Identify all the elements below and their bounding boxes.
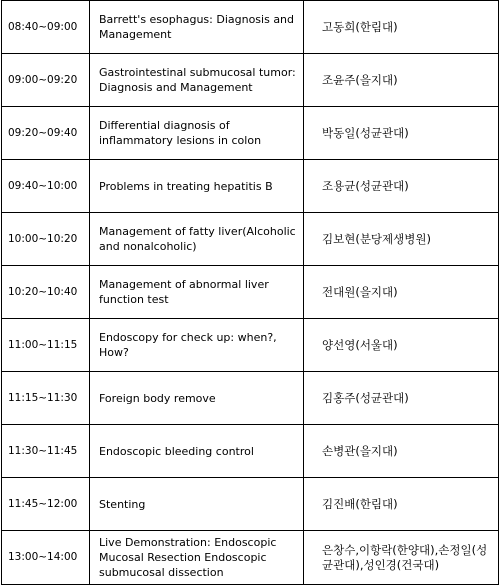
session-speaker: 조용균(성균관대) xyxy=(304,160,499,213)
session-speaker: 은창수,이항락(한양대),손정일(성균관대),성인경(건국대) xyxy=(304,531,499,585)
session-speaker: 김홍주(성균관대) xyxy=(304,372,499,425)
session-time: 09:20~09:40 xyxy=(2,107,90,160)
session-topic: Management of abnormal liver function test xyxy=(90,266,304,319)
session-speaker: 조윤주(을지대) xyxy=(304,54,499,107)
table-row xyxy=(2,54,499,107)
session-time: 08:40~09:00 xyxy=(2,1,90,54)
session-topic: Endoscopic bleeding control xyxy=(90,425,304,478)
session-topic: Foreign body remove xyxy=(90,372,304,425)
table-row xyxy=(2,372,499,425)
session-speaker: 김진배(한림대) xyxy=(304,478,499,531)
session-topic: Barrett's esophagus: Diagnosis and Management xyxy=(90,1,304,54)
table-row xyxy=(2,425,499,478)
table-row xyxy=(2,531,499,585)
table-row xyxy=(2,319,499,372)
session-topic: Management of fatty liver(Alcoholic and nonalcoholic) xyxy=(90,213,304,266)
session-speaker: 양선영(서울대) xyxy=(304,319,499,372)
table-row xyxy=(2,478,499,531)
session-topic: Problems in treating hepatitis B xyxy=(90,160,304,213)
session-time: 11:45~12:00 xyxy=(2,478,90,531)
session-time: 11:15~11:30 xyxy=(2,372,90,425)
session-time: 11:30~11:45 xyxy=(2,425,90,478)
table-row xyxy=(2,213,499,266)
session-time: 10:20~10:40 xyxy=(2,266,90,319)
session-time: 09:00~09:20 xyxy=(2,54,90,107)
session-topic: Endoscopy for check up: when?, How? xyxy=(90,319,304,372)
session-topic: Differential diagnosis of inflammatory lesions in colon xyxy=(90,107,304,160)
session-topic: Live Demonstration: Endoscopic Mucosal Resection Endoscopic submucosal dissection xyxy=(90,531,304,585)
session-time: 10:00~10:20 xyxy=(2,213,90,266)
table-row xyxy=(2,1,499,54)
session-time: 13:00~14:00 xyxy=(2,531,90,585)
session-speaker: 박동일(성균관대) xyxy=(304,107,499,160)
session-speaker: 김보현(분당제생병원) xyxy=(304,213,499,266)
session-time: 09:40~10:00 xyxy=(2,160,90,213)
session-speaker: 고동희(한림대) xyxy=(304,1,499,54)
session-topic: Stenting xyxy=(90,478,304,531)
session-topic: Gastrointestinal submucosal tumor: Diagnosis and Management xyxy=(90,54,304,107)
schedule-table xyxy=(1,0,499,585)
session-time: 11:00~11:15 xyxy=(2,319,90,372)
session-speaker: 손병관(을지대) xyxy=(304,425,499,478)
table-row xyxy=(2,266,499,319)
session-speaker: 전대원(을지대) xyxy=(304,266,499,319)
table-row xyxy=(2,160,499,213)
table-row xyxy=(2,107,499,160)
